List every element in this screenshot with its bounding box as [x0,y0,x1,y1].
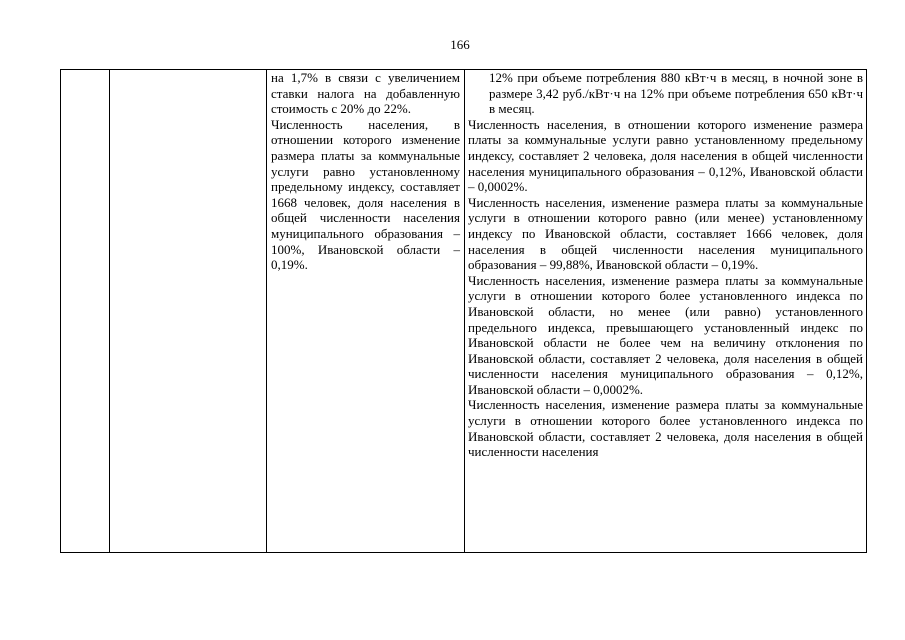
cell-paragraph: 12% при объеме потребления 880 кВт·ч в месяц, в ночной зоне в размере 3,42 руб./кВт·ч на 12% при объеме потребления 650 кВт·ч в месяц. [489,70,863,117]
table-cell-number [61,70,110,553]
table-cell-population-stats [465,70,867,553]
cell-paragraph: Численность населения, в отношении которого изменение размера платы за коммунальные услуги равно установленному предельному индексу, составляет 2 человека, доля населения в общей численности населения муниципального образования – 0,12%, Ивановской области – 0,0002%. [468,116,863,195]
cell-paragraph: Численность населения, изменение размера платы за коммунальные услуги в отношении которого более установленного индекса по Ивановской области, составляет 2 человека, доля населения в общей численности населения [468,397,863,460]
cell-paragraph: на 1,7% в связи с увеличением ставки налога на добавленную стоимость с 20% до 22%. [271,70,460,117]
document-table [60,69,867,553]
table-cell-municipality [110,70,267,553]
cell-paragraph: Численность населения, в отношении которого изменение размера платы за коммунальные услуги равно установленному предельному индексу, составляет 1668 человек, доля населения в общей численности населения муниципального образования – 100%, Ивановской области – 0,19%. [271,116,460,273]
cell-paragraph: Численность населения, изменение размера платы за коммунальные услуги в отношении которого более установленного индекса по Ивановской области, но менее (или равно) установленного предельного индекса, превышающего установленный индекс по Ивановской области не более чем на величину отклонения по Ивановской области, составляет 2 человека, доля населения в общей численности населения муниципального образования – 0,12%, Ивановской области – 0,0002%. [468,272,863,397]
page-number: 166 [450,37,470,52]
table-row [61,70,867,553]
cell-paragraph: Численность населения, изменение размера платы за коммунальные услуги в отношении которого равно (или менее) установленному индексу по Ивановской области, составляет 1666 человек, доля населения в общей численности населения муниципального образования – 99,88%, Ивановской области – 0,19%. [468,194,863,273]
table-cell-change-description [267,70,465,553]
